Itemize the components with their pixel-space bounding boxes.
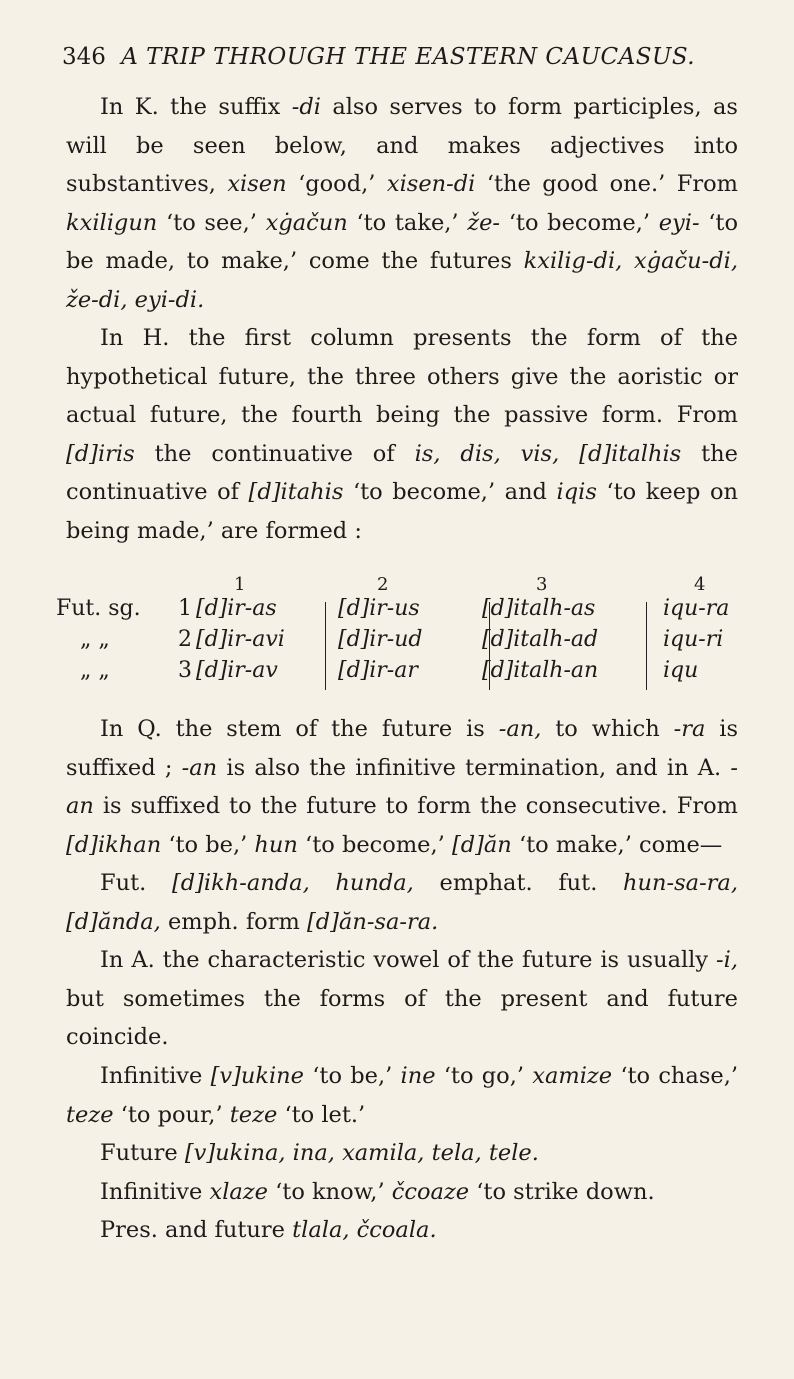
table-cell: [d]ir-as	[196, 596, 277, 621]
column-number: 3	[536, 574, 548, 595]
row-person: 2	[178, 627, 192, 652]
term: xisen-di	[386, 171, 476, 197]
conjugation-table	[56, 574, 736, 694]
paragraph-fut-forms	[66, 864, 738, 941]
row-person: 1	[178, 596, 192, 621]
text: ‘to be made, to make,’ come the futures	[66, 209, 738, 274]
text: Pres. and future	[100, 1217, 293, 1243]
text: the continuative of	[134, 440, 415, 467]
text: ‘to make,’ come—	[511, 831, 723, 858]
text: ‘to become,’	[297, 831, 452, 858]
paragraph-h-future	[66, 319, 738, 550]
term: [d]ikhan	[66, 831, 162, 858]
row-label: „ „	[80, 658, 110, 683]
term: xlaze	[209, 1179, 268, 1205]
text: but sometimes the forms of the present and future coincide.	[66, 985, 738, 1050]
text: is also the infinitive termination, and in A.	[217, 754, 731, 781]
text: ‘to be,’	[161, 831, 255, 858]
text: ‘good,’	[286, 171, 387, 197]
text: Fut.	[100, 870, 172, 896]
term: tlala, čcoala.	[292, 1217, 437, 1243]
text: ‘to see,’	[157, 209, 266, 236]
text: In Q. the stem of the future is	[100, 716, 499, 742]
column-divider	[325, 602, 326, 690]
text: In A. the characteristic vowel of the future is usually	[100, 947, 717, 973]
text: ‘to take,’	[347, 209, 468, 236]
term: kxiligun	[66, 209, 158, 236]
term: -an	[181, 754, 218, 781]
text: ‘to become,’ and	[343, 479, 557, 505]
term: xisen	[227, 171, 287, 197]
text: Infinitive	[100, 1063, 211, 1089]
text: to which	[541, 716, 674, 742]
text: ‘to strike down.	[469, 1179, 655, 1205]
paragraph-infinitive-1	[66, 1057, 738, 1134]
paragraph-infinitive-2	[66, 1173, 738, 1212]
row-label: Fut. sg.	[56, 596, 141, 621]
term: čcoaze	[391, 1179, 470, 1205]
term: kxilig-di, xġaču-di, že-di, eyi-di.	[66, 248, 738, 313]
table-cell: iqu-ri	[663, 627, 724, 652]
text: is suffixed to the future to form the consecutive. From	[93, 793, 738, 819]
text: ‘to go,’	[435, 1063, 533, 1089]
text: ‘to know,’	[267, 1179, 392, 1205]
term: -ra	[673, 716, 706, 742]
table-cell: iqu-ra	[663, 596, 730, 621]
term: xġačun	[265, 209, 348, 236]
running-title: A TRIP THROUGH THE EASTERN CAUCASUS.	[121, 44, 696, 70]
text: Infinitive	[100, 1179, 210, 1205]
row-person: 3	[178, 658, 192, 683]
term: [d]iris	[66, 440, 135, 467]
text: ‘to keep on being made,’ are formed :	[66, 479, 739, 544]
table-cell: [d]ir-ar	[338, 658, 418, 683]
term: [d]itahis	[248, 479, 344, 505]
table-cell: [d]italh-as	[482, 596, 596, 621]
term: -an,	[498, 716, 542, 742]
text: ‘the good one.’ From	[475, 171, 738, 197]
term: [v]ukine	[210, 1063, 304, 1089]
term: hun-sa-ra, [d]ănda,	[66, 870, 738, 935]
text: In H. the first column presents the form of the hypothetical future, the three others give the aoristic or actual future, the fourth being the passive form. From	[66, 325, 738, 428]
text: emph. form	[160, 908, 307, 935]
paragraph-future-1	[66, 1134, 738, 1173]
column-number: 2	[377, 574, 389, 595]
term: ine	[400, 1063, 436, 1089]
column-number: 4	[694, 574, 706, 595]
text: In K. the suffix	[100, 94, 292, 120]
table-cell: iqu	[663, 658, 699, 683]
term: -i,	[716, 947, 738, 973]
column-number: 1	[234, 574, 246, 595]
text: also serves to form participles, as will be seen below, and makes adjectives into substantives,	[66, 94, 738, 197]
table-cell: [d]italh-an	[482, 658, 599, 683]
paragraph-k-suffix	[66, 88, 738, 319]
term: -an	[66, 754, 738, 819]
text: ‘to chase,’	[612, 1063, 739, 1089]
text: ‘to let.’	[277, 1101, 366, 1128]
page-number: 346	[62, 44, 106, 70]
term: is, dis, vis, [d]italhis	[414, 440, 682, 467]
term: hun	[254, 831, 298, 858]
paragraph-present-future	[66, 1211, 738, 1250]
term: xamize	[532, 1063, 613, 1089]
term: [d]ăn	[451, 831, 512, 858]
term: [d]ăn-sa-ra.	[306, 908, 439, 935]
term: eyi-	[658, 209, 700, 236]
text: is suffixed ;	[66, 716, 738, 781]
column-divider	[646, 602, 647, 690]
text: ‘to pour,’	[113, 1101, 230, 1128]
paragraph-a-future	[66, 941, 738, 1057]
row-label: „ „	[80, 627, 110, 652]
table-cell: [d]ir-av	[196, 658, 278, 683]
text: the continuative of	[66, 440, 738, 505]
table-cell: [d]ir-us	[338, 596, 420, 621]
text: Future	[100, 1140, 185, 1166]
term: [v]ukina, ina, xamila, tela, tele.	[184, 1140, 539, 1166]
term: iqis	[556, 479, 597, 505]
term: teze	[229, 1101, 278, 1128]
text: ‘to become,’	[500, 209, 659, 236]
term: -di	[291, 94, 321, 120]
table-cell: [d]italh-ad	[482, 627, 599, 652]
running-header	[62, 44, 742, 70]
text: emphat. fut.	[413, 870, 624, 896]
term: [d]ikh-anda, hunda,	[171, 870, 414, 896]
term: teze	[66, 1101, 114, 1128]
paragraph-q-future	[66, 710, 738, 864]
term: že-	[467, 209, 501, 236]
table-cell: [d]ir-ud	[338, 627, 423, 652]
table-cell: [d]ir-avi	[196, 627, 285, 652]
text: ‘to be,’	[304, 1063, 401, 1089]
